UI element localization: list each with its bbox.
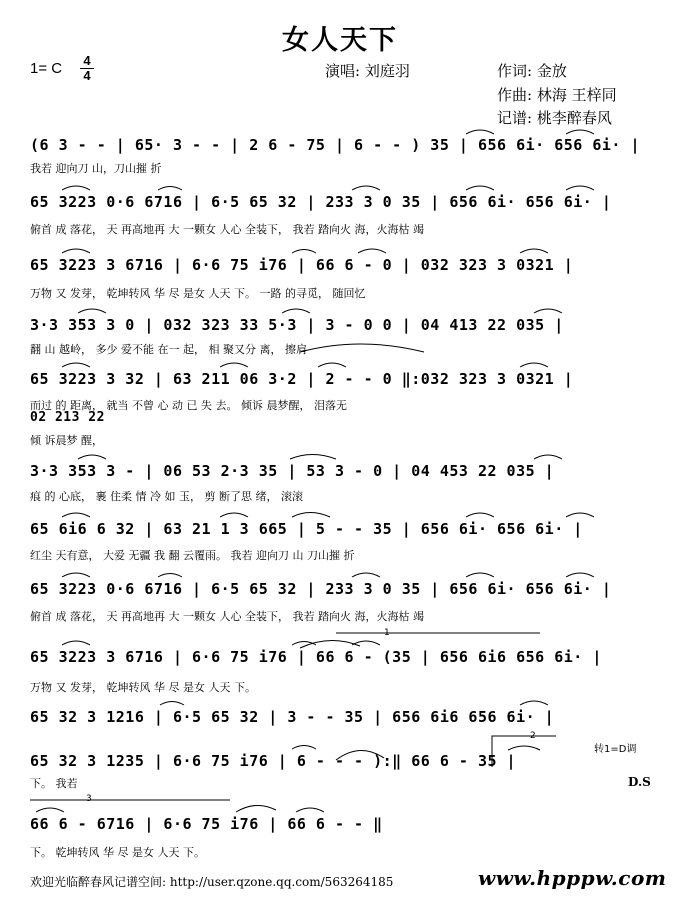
slur (236, 805, 276, 812)
slur (566, 573, 594, 577)
slur (520, 701, 548, 705)
slur (508, 746, 540, 750)
slur (220, 513, 248, 517)
slur (300, 344, 424, 352)
lyrics-row-9: 万物 又 发芽， 乾坤转风 华 尽 是女 人天 下。 (30, 681, 256, 694)
lyrics-row-alt: 倾 诉晨梦 醒， (30, 434, 103, 447)
volta-3-label: 3 (86, 794, 92, 804)
notation-row-3: 65 3223 3 6716 | 6·6 75 i76 | 66 6 - 0 | 032 323 3 0321 | (30, 256, 574, 274)
time-signature (80, 54, 94, 83)
slur (62, 186, 90, 190)
volta-1-label: 1 (384, 628, 390, 638)
slur (534, 309, 562, 313)
slur (352, 573, 380, 577)
footer-text: 欢迎光临醉春风记谱空间: http://user.qzone.qq.com/563264185 (30, 875, 394, 889)
slur (566, 513, 594, 517)
key-signature: 1= C (30, 60, 63, 77)
slur (358, 249, 386, 253)
slur (282, 309, 310, 313)
slur (296, 808, 324, 812)
slur (62, 641, 90, 645)
slur (78, 309, 106, 313)
slur (466, 186, 494, 190)
notation-row-5: 65 3223 3 32 | 63 211 06 3·2 | 2 - - 0 ‖:032 323 3 0321 | (30, 370, 574, 388)
meter-bottom: 4 (83, 68, 91, 83)
song-title: 女人天下 (282, 25, 398, 56)
notation-row-2: 65 3223 0·6 6716 | 6·5 65 32 | 233 3 0 35 | 656 6i· 656 6i· | (30, 193, 612, 211)
slur (292, 642, 316, 646)
slur (158, 574, 182, 578)
lyrics-row-11: 下。 我若 (30, 777, 78, 790)
slur (318, 363, 346, 367)
slur (466, 573, 494, 577)
volta-2-label: 2 (530, 731, 536, 741)
slur (62, 249, 90, 253)
slur (290, 455, 336, 460)
slur (466, 513, 494, 517)
singer-credit: 演唱: 刘庭羽 (325, 62, 410, 80)
transcriber-credit: 记谱: 桃李醉春风 (497, 109, 612, 127)
notation-row-9: 65 3223 3 6716 | 6·6 75 i76 | 66 6 - (35 | 656 6i6 656 6i· | (30, 648, 602, 666)
lyrics-row-5: 而过 的 距离， 就当 不曾 心 动 已 失 去。 倾诉 晨梦醒， 泪落无 (30, 399, 347, 412)
slur (160, 702, 184, 706)
lyrics-row-8: 俯首 成 落花， 天 再高地再 大 一颗女 人心 全装下， 我若 踏向火 海，火海枯 竭 (30, 610, 424, 623)
notation-row-7: 65 6i6 6 32 | 63 21 1 3 665 | 5 - - 35 | 656 6i· 656 6i· | (30, 520, 583, 538)
modulation-mark: 转1=D调 (594, 744, 637, 755)
slur (36, 808, 64, 812)
lyrics-row-3: 万物 又 发芽， 乾坤转风 华 尽 是女 人天 下。 一路 的寻觅， 随回忆 (30, 287, 366, 300)
slur (566, 130, 594, 134)
slur (78, 455, 106, 459)
notation-row-alt: 02 213 22 (30, 410, 105, 425)
slur (466, 130, 494, 134)
slur (62, 513, 90, 517)
lyrics-row-1: 我若 迎向刀 山，刀山摧 折 (30, 162, 162, 175)
notation-row-10: 65 32 3 1216 | 6·5 65 32 | 3 - - 35 | 656 6i6 656 6i· | (30, 708, 555, 726)
slur (158, 187, 182, 191)
ds-mark: D.S (628, 775, 651, 789)
notation-row-12: 66 6 - 6716 | 6·6 75 i76 | 66 6 - - ‖ (30, 815, 383, 833)
notation-row-1: (6 3 - - | 65· 3 - - | 2 6 - 75 | 6 - - ) 35 | 656 6i· 656 6i· | (30, 136, 640, 154)
slur (62, 363, 90, 367)
lyrics-row-7: 红尘 天有意， 大爱 无疆 我 翻 云覆雨。 我若 迎向刀 山 刀山摧 折 (30, 549, 355, 562)
lyricist-credit: 作词: 金放 (497, 62, 567, 80)
site-logo: www.hpppw.com (478, 866, 667, 890)
slur (292, 250, 316, 254)
slur (520, 363, 548, 367)
meter-top: 4 (80, 54, 94, 69)
slur (220, 363, 248, 367)
lyrics-row-4: 翻 山 越岭， 多少 爱不能 在一 起， 相 聚又分 离， 擦肩 (30, 343, 307, 356)
slur (534, 455, 562, 459)
slur (520, 249, 548, 253)
slur (300, 640, 360, 648)
notation-row-4: 3·3 353 3 0 | 032 323 33 5·3 | 3 - 0 0 | 04 413 22 035 | (30, 316, 564, 334)
notation-row-8: 65 3223 0·6 6716 | 6·5 65 32 | 233 3 0 35 | 656 6i· 656 6i· | (30, 580, 612, 598)
slur (62, 573, 90, 577)
slur (292, 746, 316, 750)
notation-row-6: 3·3 353 3 - | 06 53 2·3 35 | 53 3 - 0 | 04 453 22 035 | (30, 462, 555, 480)
lyrics-row-2: 俯首 成 落花， 天 再高地再 大 一颗女 人心 全装下， 我若 踏向火 海，火海枯 竭 (30, 223, 424, 236)
notation-row-11: 65 32 3 1235 | 6·6 75 i76 | 6 - - - ):‖ 66 6 - 35 | (30, 752, 517, 770)
slur (566, 186, 594, 190)
slur (352, 186, 380, 190)
lyrics-row-6: 痕 的 心底， 裹 住柔 情 冷 如 玉， 剪 断了思 绪， 滚滚 (30, 490, 303, 503)
composer-credit: 作曲: 林海 王梓同 (497, 86, 617, 104)
slur (352, 641, 380, 645)
slur (292, 513, 330, 518)
lyrics-row-12: 下。 乾坤转风 华 尽 是女 人天 下。 (30, 846, 205, 859)
